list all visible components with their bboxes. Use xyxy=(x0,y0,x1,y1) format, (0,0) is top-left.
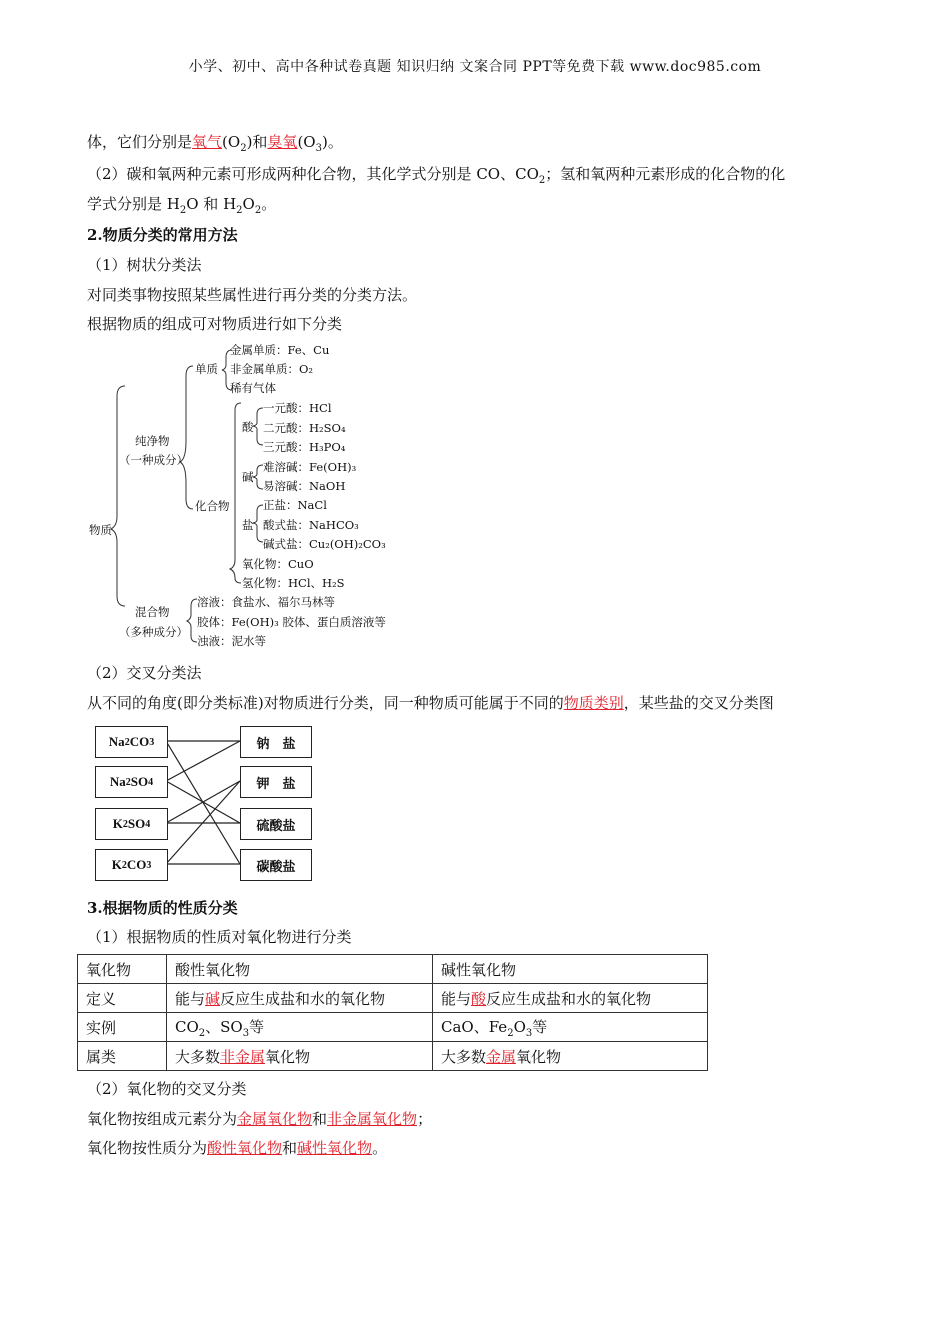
paragraph-o2-o3: 体，它们分别是氧气$(O_2)$和臭氧$(O_3)$。 xyxy=(87,133,343,154)
leaf-hydride: 氢化物：HCl、H₂S xyxy=(242,576,345,590)
leaf-acid-salt: 酸式盐：NaHCO₃ xyxy=(263,518,359,532)
oxide-property-classification: 氧化物按性质分为酸性氧化物和碱性氧化物。 xyxy=(87,1139,388,1157)
cross-diagram xyxy=(90,720,330,884)
leaf-soluble-base: 易溶碱：NaOH xyxy=(263,479,346,493)
leaf-solution: 溶液：食盐水、福尔马林等 xyxy=(197,595,335,609)
node-compound: 化合物 xyxy=(195,499,230,513)
category-sulfate: 硫酸盐 xyxy=(240,808,312,840)
leaf-monoprotic-acid: 一元酸：HCl xyxy=(263,401,332,415)
subheading-cross-classification: （2）交叉分类法 xyxy=(87,664,202,682)
leaf-suspension: 浊液：泥水等 xyxy=(197,634,266,648)
category-sodium-salt: 钠 盐 xyxy=(240,726,312,758)
leaf-normal-salt: 正盐：NaCl xyxy=(263,498,327,512)
formula-k2so4: K 2 SO 4 xyxy=(95,808,168,840)
leaf-nonmetal-element: 非金属单质：O₂ xyxy=(230,362,314,376)
cross-description: 从不同的角度(即分类标准)对物质进行分类，同一种物质可能属于不同的物质类别，某些盐的交叉分类图 xyxy=(87,694,774,712)
formula-na2so4: Na 2 SO 4 xyxy=(95,766,168,798)
leaf-noble-gas: 稀有气体 xyxy=(230,381,276,395)
formula-k2co3: K 2 CO 3 xyxy=(95,849,168,881)
node-substance: 物质 xyxy=(89,523,112,537)
leaf-triprotic-acid: 三元酸：H₃PO₄ xyxy=(263,440,346,454)
subheading-tree-classification: （1）树状分类法 xyxy=(87,256,202,274)
leaf-basic-salt: 碱式盐：Cu₂(OH)₂CO₃ xyxy=(263,537,386,551)
tree-description: 对同类事物按照某些属性进行再分类的分类方法。 xyxy=(87,286,418,304)
node-base: 碱 xyxy=(242,470,254,484)
table-cell: CaO、$Fe_2O_3$等 xyxy=(433,1013,708,1042)
node-salt: 盐 xyxy=(242,518,254,532)
table-cell: 酸性氧化物 xyxy=(167,955,433,984)
node-pure-note: （一种成分） xyxy=(119,453,188,467)
table-row xyxy=(78,1042,708,1071)
page-header: 小学、初中、高中各种试卷真题 知识归纳 文案合同 PPT等免费下载 www.doc985.com xyxy=(188,59,762,75)
section-heading-3: 3.根据物质的性质分类 xyxy=(87,899,238,917)
table-cell: 碱性氧化物 xyxy=(433,955,708,984)
category-potassium-salt: 钾 盐 xyxy=(240,766,312,798)
oxide-composition-classification: 氧化物按组成元素分为金属氧化物和非金属氧化物； xyxy=(87,1110,433,1128)
paragraph-hydrogen-oxides: 学式分别是 $H_2O$ 和 $H_2O_2$。 xyxy=(87,195,277,216)
leaf-metal-element: 金属单质：Fe、Cu xyxy=(230,343,330,357)
tree-intro: 根据物质的组成可对物质进行如下分类 xyxy=(87,315,343,333)
leaf-colloid: 胶体：Fe(OH)₃ 胶体、蛋白质溶液等 xyxy=(197,615,386,629)
table-cell: 实例 xyxy=(78,1013,167,1042)
section-heading-2: 2.物质分类的常用方法 xyxy=(87,226,238,244)
formula-na2co3: Na 2 CO 3 xyxy=(95,726,168,758)
table-cell: 氧化物 xyxy=(78,955,167,984)
category-carbonate: 碳酸盐 xyxy=(240,849,312,881)
table-cell: 大多数非金属氧化物 xyxy=(167,1042,433,1071)
table-cell: 大多数金属氧化物 xyxy=(433,1042,708,1071)
table-cell: 属类 xyxy=(78,1042,167,1071)
tree-diagram xyxy=(85,336,425,652)
node-pure: 纯净物 xyxy=(135,434,170,448)
subheading-oxide-cross: （2）氧化物的交叉分类 xyxy=(87,1080,247,1098)
leaf-insoluble-base: 难溶碱：Fe(OH)₃ xyxy=(263,460,357,474)
table-cell: 能与碱反应生成盐和水的氧化物 xyxy=(167,984,433,1013)
table-row xyxy=(78,1013,708,1042)
node-mixture: 混合物 xyxy=(135,605,170,619)
table-cell: $CO_2$、$SO_3$等 xyxy=(167,1013,433,1042)
node-mixture-note: （多种成分） xyxy=(119,625,188,639)
table-row xyxy=(78,955,708,984)
paragraph-carbon-oxides: （2）碳和氧两种元素可形成两种化合物，其化学式分别是 CO、$CO_2$；氢和氧两种元素形成的化合物的化 xyxy=(87,165,786,186)
oxide-table xyxy=(77,954,708,1071)
table-cell: 定义 xyxy=(78,984,167,1013)
node-element: 单质 xyxy=(195,362,218,376)
leaf-diprotic-acid: 二元酸：H₂SO₄ xyxy=(263,421,346,435)
node-acid: 酸 xyxy=(242,420,254,434)
table-cell: 能与酸反应生成盐和水的氧化物 xyxy=(433,984,708,1013)
table-row xyxy=(78,984,708,1013)
subheading-oxide-classification: （1）根据物质的性质对氧化物进行分类 xyxy=(87,928,352,946)
leaf-oxide: 氧化物：CuO xyxy=(242,557,314,571)
